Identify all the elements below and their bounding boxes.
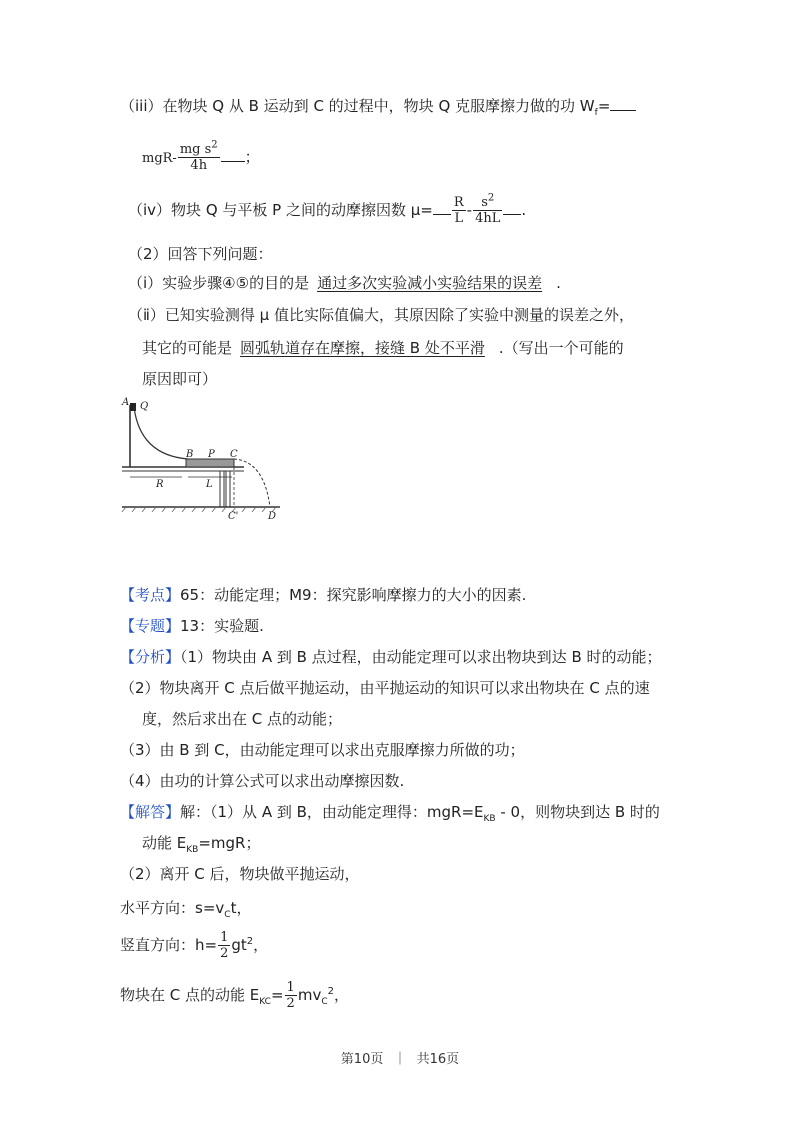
q4-blank-start: [433, 200, 451, 215]
q3-end: ；: [244, 148, 260, 166]
solution-ek-fraction: [285, 980, 297, 1011]
solution-tag: 【解答】: [120, 803, 181, 821]
kaodian-text: 65：动能定理；M9：探究影响摩擦力的大小的因素.: [180, 586, 527, 604]
figure-arc-track: [134, 407, 188, 459]
zhuanti-line: [120, 615, 264, 637]
solution-half-den: 2: [220, 946, 229, 961]
q4-f1-den: L: [454, 211, 464, 226]
solution-half-num: 1: [220, 930, 229, 945]
solution-ek-post-sub: C: [321, 997, 328, 1007]
figure-block-q: [130, 403, 136, 411]
fenxi-line-1: [120, 646, 662, 668]
solution-half-fraction: [218, 930, 230, 961]
fenxi-line-4: （4）由功的计算公式可以求出动摩擦因数.: [120, 772, 405, 790]
q3-w-sub: f: [594, 108, 598, 118]
solution-horiz-pre: 水平方向：s=v: [120, 899, 225, 917]
q4-f1-num: R: [453, 195, 464, 210]
q4-fraction-1: [452, 195, 466, 226]
solution-s1a-sub: KB: [483, 814, 496, 824]
part2-ii-answer: 圆弧轨道存在摩擦，接缝 B 处不平滑: [240, 339, 485, 357]
figure-label-q: Q: [140, 401, 149, 412]
zhuanti-tag: 【专题】: [120, 617, 181, 635]
solution-ek-post: mv: [297, 986, 322, 1004]
q4-f2-num: s: [481, 195, 488, 210]
fenxi-1: （1）物块由 A 到 B 点过程，由动能定理可以求出物块到达 B 时的动能；: [180, 648, 662, 666]
figure-table-leg-2: [226, 471, 230, 507]
q3-frac-den: 4h: [190, 158, 208, 173]
solution-line-1a: [120, 801, 660, 823]
solution-line-2: （2）离开 C 后，物块做平抛运动，: [120, 865, 360, 883]
q3-blank-end: [221, 147, 245, 162]
solution-vertical: [120, 926, 268, 964]
solution-vert-pre: 竖直方向：h=: [120, 936, 218, 954]
solution-horiz-post: t，: [230, 899, 252, 917]
figure-ground-hatch: [122, 507, 276, 512]
figure-label-c-prime: C': [228, 511, 239, 521]
part2-heading: （2）回答下列问题：: [128, 245, 273, 263]
solution-s1b-sub: KB: [186, 845, 199, 855]
q4-f2-den: 4hL: [475, 211, 501, 226]
kaodian-line: [120, 584, 526, 606]
zhuanti-text: 13：实验题.: [180, 617, 264, 635]
solution-ek-pre: 物块在 C 点的动能 E: [120, 986, 260, 1004]
q3-frac-num: mg s: [179, 142, 212, 157]
part2-i-pre: （ⅰ）实验步骤④⑤的目的是: [128, 274, 310, 292]
solution-vert-post: gt: [231, 936, 247, 954]
solution-s1a-post: - 0，则物块到达 B 时的: [495, 803, 660, 821]
solution-horizontal: [120, 897, 251, 919]
part2-ii-line1: （ⅱ）已知实验测得 μ 值比实际值偏大，其原因除了实验中测量的误差之外，: [128, 306, 634, 324]
fenxi-tag: 【分析】: [120, 648, 181, 666]
solution-horiz-sub: C: [224, 910, 231, 920]
solution-s1b-pre: 动能 E: [142, 834, 187, 852]
footer-page: 第10页: [340, 1052, 384, 1067]
q3-answer-pre: mgR-: [142, 151, 177, 166]
q3-text: （iii）在物块 Q 从 B 运动到 C 的过程中，物块 Q 克服摩擦力做的功 W: [120, 97, 595, 115]
kaodian-tag: 【考点】: [120, 586, 181, 604]
q4-line: [128, 192, 526, 228]
q3-frac-num-sup: 2: [211, 139, 218, 151]
experiment-figure: [118, 395, 290, 521]
solution-s1a-pre: 解：（1）从 A 到 B，由动能定理得：mgR=E: [180, 803, 484, 821]
solution-kinetic-c: [120, 976, 349, 1014]
part2-i-answer: 通过多次实验减小实验结果的误差: [317, 274, 543, 292]
q4-minus: -: [466, 201, 473, 219]
q3-eq: =: [597, 97, 611, 115]
fenxi-line-3: （3）由 B 到 C，由动能定理可以求出克服摩擦力所做的功；: [120, 741, 525, 759]
solution-ek-num: 1: [286, 980, 295, 995]
fenxi-line-2a: （2）物块离开 C 点后做平抛运动，由平抛运动的知识可以求出物块在 C 点的速: [120, 679, 650, 697]
solution-vert-end: ，: [253, 936, 269, 954]
figure-label-r: R: [156, 479, 164, 490]
figure-label-l: L: [206, 479, 213, 490]
part2-ii-line2: [142, 337, 624, 359]
q4-blank-end: [503, 200, 521, 215]
q3-blank-start: [610, 96, 636, 111]
solution-ek-sup: 2: [327, 986, 334, 997]
figure-label-p: P: [208, 449, 215, 460]
solution-vert-sup: 2: [246, 936, 254, 947]
q4-text: （iv）物块 Q 与平板 P 之间的动摩擦因数 μ=: [128, 201, 433, 219]
q3-line: [120, 95, 636, 117]
q4-end: .: [521, 201, 527, 219]
figure-table-leg-1: [220, 471, 224, 507]
figure-label-a: A: [122, 397, 130, 408]
part2-ii-end: .（写出一个可能的: [498, 339, 624, 357]
footer-total: 共16页: [416, 1052, 460, 1067]
part2-ii-line3: 原因即可）: [142, 370, 218, 388]
solution-ek-sub: KC: [259, 997, 271, 1007]
solution-line-1b: [142, 832, 260, 854]
solution-ek-eq: =: [270, 986, 284, 1004]
part2-i: [128, 272, 561, 294]
part2-i-end: .: [556, 274, 561, 292]
figure-label-c: C: [230, 449, 238, 460]
fenxi-line-2b: 度，然后求出在 C 点的动能；: [142, 710, 343, 728]
solution-ek-den: 2: [286, 996, 295, 1011]
page-footer: [0, 1048, 800, 1067]
footer-separator: ｜: [393, 1052, 407, 1067]
solution-ek-end: ，: [334, 986, 350, 1004]
solution-s1b-post: =mgR；: [198, 834, 261, 852]
figure-plank-p: [186, 459, 234, 467]
q3-fraction: [178, 139, 220, 173]
q3-answer: [142, 140, 260, 176]
figure-label-d: D: [268, 511, 277, 521]
figure-label-b: B: [186, 449, 194, 460]
q4-f2-num-sup: 2: [487, 192, 495, 204]
part2-ii-pre: 其它的可能是: [142, 339, 233, 357]
q4-fraction-2: [473, 192, 502, 226]
